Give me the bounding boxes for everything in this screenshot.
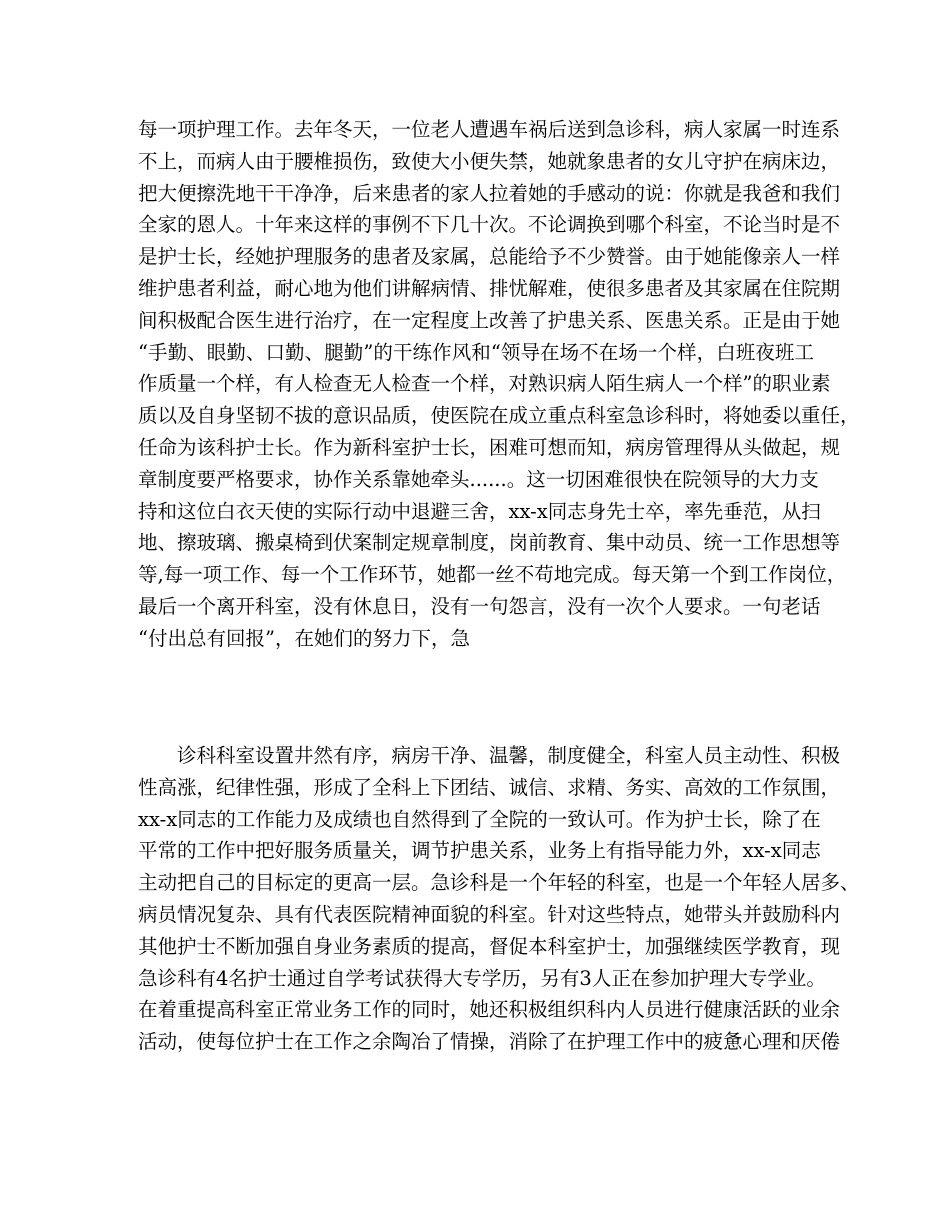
text-line: 章制度要严格要求，协作关系靠她牵头......。这一切困难很快在院领导的大力支 <box>138 467 819 491</box>
text-line: 不上，而病人由于腰椎损伤，致使大小便失禁，她就象患者的女儿守护在病床边， <box>138 149 841 173</box>
text-line: 等,每一项工作、每一个工作环节，她都一丝不苟地完成。每天第一个到工作岗位， <box>138 563 847 587</box>
text-line: 任命为该科护士长。作为新科室护士长，困难可想而知，病房管理得从头做起，规 <box>138 435 841 459</box>
text-line: 全家的恩人。十年来这样的事例不下几十次。不论调换到哪个科室，不论当时是不 <box>138 213 841 237</box>
text-line: “手勤、眼勤、口勤、腿勤”的干练作风和“领导在场不在场一个样，白班夜班工 <box>138 340 814 364</box>
text-line: 主动把自己的目标定的更高一层。急诊科是一个年轻的科室，也是一个年轻人居多、 <box>138 871 860 895</box>
text-line: 质以及自身坚韧不拔的意识品质，使医院在成立重点科室急诊科时，将她委以重任， <box>138 404 860 428</box>
text-line: 活动，使每位护士在工作之余陶冶了情操，消除了在护理工作中的疲惫心理和厌倦 <box>138 1030 841 1054</box>
text-line: 间积极配合医生进行治疗，在一定程度上改善了护患关系、医患关系。正是由于她 <box>138 308 841 332</box>
text-line: 是护士长，经她护理服务的患者及家属，总能给予不少赞誉。由于她能像亲人一样 <box>138 245 841 269</box>
text-line: 每一项护理工作。去年冬天，一位老人遭遇车祸后送到急诊科，病人家属一时连系 <box>138 118 841 141</box>
text-line: xx-x同志的工作能力及成绩也自然得到了全院的一致认可。作为护士长，除了在 <box>138 807 821 831</box>
text-line: 持和这位白衣天使的实际行动中退避三舍，xx-x同志身先士卒，率先垂范，从扫 <box>138 499 821 523</box>
text-line: 作质量一个样，有人检查无人检查一个样，对熟识病人陌生病人一个样”的职业素 <box>138 372 831 396</box>
text-line: 病员情况复杂、具有代表医院精神面貌的科室。针对这些特点，她带头并鼓励科内 <box>138 902 841 926</box>
paragraph-1 <box>138 114 860 655</box>
text-line: 性高涨，纪律性强，形成了全科上下团结、诚信、求精、务实、高效的工作氛围， <box>138 775 841 799</box>
text-line: 诊科科室设置井然有序，病房干净、温馨，制度健全，科室人员主动性、积极 <box>177 744 841 767</box>
text-line: 平常的工作中把好服务质量关，调节护患关系，业务上有指导能力外，xx-x同志 <box>138 839 821 863</box>
text-line: 把大便擦洗地干干净净，后来患者的家人拉着她的手感动的说：你就是我爸和我们 <box>138 181 841 205</box>
text-line: 急诊科有4名护士通过自学考试获得大专学历，另有3人正在参加护理大专学业。 <box>138 966 826 990</box>
text-line: 其他护士不断加强自身业务素质的提高，督促本科室护士，加强继续医学教育，现 <box>138 934 841 958</box>
text-line: “付出总有回报”，在她们的努力下，急 <box>138 626 470 650</box>
paragraph-2 <box>138 740 860 1058</box>
text-line: 在着重提高科室正常业务工作的同时，她还积极组织科内人员进行健康活跃的业余 <box>138 998 841 1022</box>
text-line: 维护患者利益，耐心地为他们讲解病情、排忧解难，使很多患者及其家属在住院期 <box>138 276 841 300</box>
text-line: 地、擦玻璃、搬桌椅到伏案制定规章制度，岗前教育、集中动员、统一工作思想等 <box>138 531 841 555</box>
text-line: 最后一个离开科室，没有休息日，没有一句怨言，没有一次个人要求。一句老话 <box>138 594 821 618</box>
